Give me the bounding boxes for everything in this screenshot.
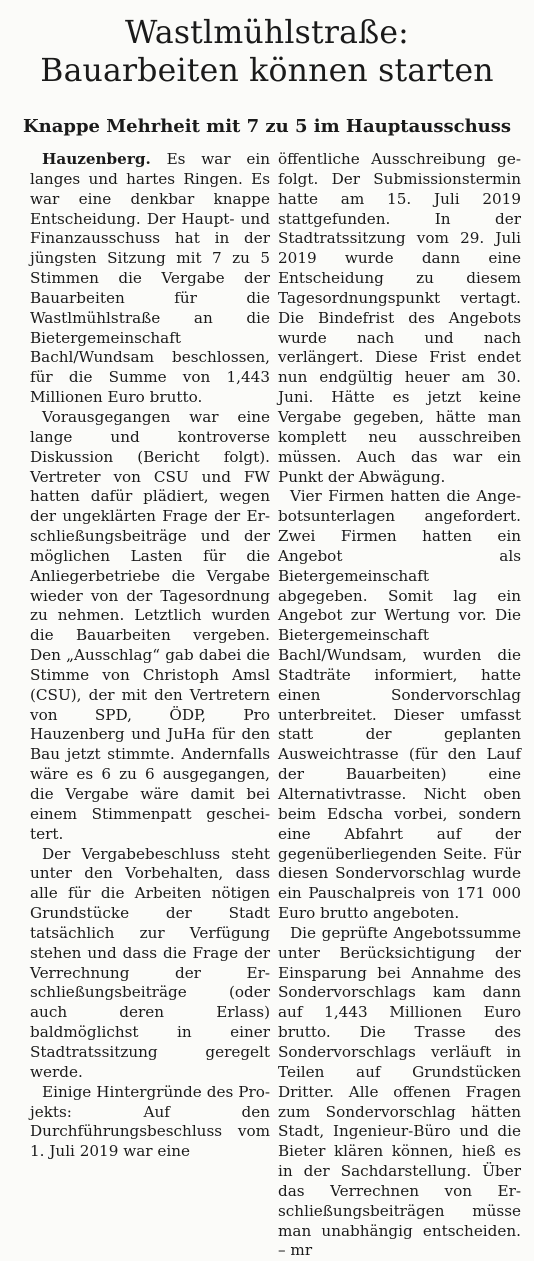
paragraph [278,924,521,1261]
article-column-right [278,150,521,1261]
headline-line-2: Bauarbeiten können starten [40,53,494,89]
dateline: Hauzenberg. [42,150,151,168]
paragraph-text: Es war ein langes und hartes Ringen. Es war eine denkbar knappe Entscheidung. Der Haupt- und Finanzausschuss hat in der jüngsten Sitzung mit 7 zu 5 Stimmen die Vergabe der Bauarbeiten für die Wastlmühlstraße an die Bietergemeinschaft Bachl/Wundsam beschlossen, für die Summe von 1,443 Millionen Euro brutto. [30,150,271,407]
headline [0,14,534,90]
article-column-left [30,150,270,1162]
paragraph-text: Die geprüfte Angebotssumme unter Berücksichtigung der Einsparung bei Annahme des Sondervorschlags kam dann auf 1,443 Millionen Euro brutto. Die Trasse des Sondervorschlags verläuft in Teilen auf Grundstücken Dritter. Alle offenen Fragen zum Sondervorschlag hätten Stadt, Ingenieur-Büro und die Bieter klären können, hieß es in der Sachdarstellung. Über das Verrechnen von Erschließungsbeiträgen müsse man unabhängig entscheiden. [278,923,521,1240]
paragraph: öffentliche Ausschreibung gefolgt. Der Submissionstermin hatte am 15. Juli 2019 stattgefunden. In der Stadtratssitzung vom 29. Juli 2019 wurde dann eine Entscheidung zu diesem Tagesordnungspunkt vertagt. Die Bindefrist des Angebots wurde nach und nach verlängert. Diese Frist endet nun endgültig heuer am 30. Juni. Hätte es jetzt keine Vergabe gegeben, hätte man komplett neu ausschreiben müssen. Auch das war ein Punkt der Abwägung. [278,150,521,486]
paragraph: Vorausgegangen war eine lange und kontroverse Diskussion (Bericht folgt). Vertreter von CSU und FW hatten dafür plädiert, wegen der ungeklärten Frage der Erschließungsbeiträge und der möglichen Lasten für die Anliegerbetriebe die Vergabe wieder von der Tagesordnung zu nehmen. Letztlich wurden die Bauarbeiten vergeben. Den „Ausschlag“ gab dabei die Stimme von Christoph Amsl (CSU), der mit den Vertretern von SPD, ÖDP, Pro Hauzenberg und JuHa für den Bau jetzt stimmte. Andernfalls wäre es 6 zu 6 ausgegangen, die Vergabe wäre damit bei einem Stimmenpatt gescheitert. [30,407,270,843]
author-signature: – mr [278,1241,313,1260]
paragraph: Vier Firmen hatten die Angebotsunterlagen angefordert. Zwei Firmen hatten ein Angebot als Bietergemeinschaft abgegeben. Somit lag ein Angebot zur Wertung vor. Die Bietergemeinschaft Bachl/Wundsam, wurden die Stadträte informiert, hatte einen Sondervorschlag unterbreitet. Dieser umfasst statt der geplanten Ausweichtrasse (für den Lauf der Bauarbeiten) eine Alternativtrasse. Nicht oben beim Edscha vorbei, sondern eine Abfahrt auf der gegenüberliegenden Seite. Für diesen Sondervorschlag wurde ein Pauschalpreis von 171 000 Euro brutto angeboten. [278,487,521,923]
paragraph: Der Vergabebeschluss steht unter den Vorbehalten, dass alle für die Arbeiten nötigen Grundstücke der Stadt tatsächlich zur Verfügung stehen und dass die Frage der Verrechnung der Erschließungsbeiträge (oder auch deren Erlass) baldmöglichst in einer Stadtratssitzung geregelt werde. [30,844,270,1081]
paragraph [30,150,270,408]
paragraph: Einige Hintergründe des Projekts: Auf den Durchführungsbeschluss vom 1. Juli 2019 war eine [30,1082,270,1161]
headline-line-1: Wastlmühlstraße: [125,15,409,51]
subheadline: Knappe Mehrheit mit 7 zu 5 im Hauptausschuss [22,116,512,137]
